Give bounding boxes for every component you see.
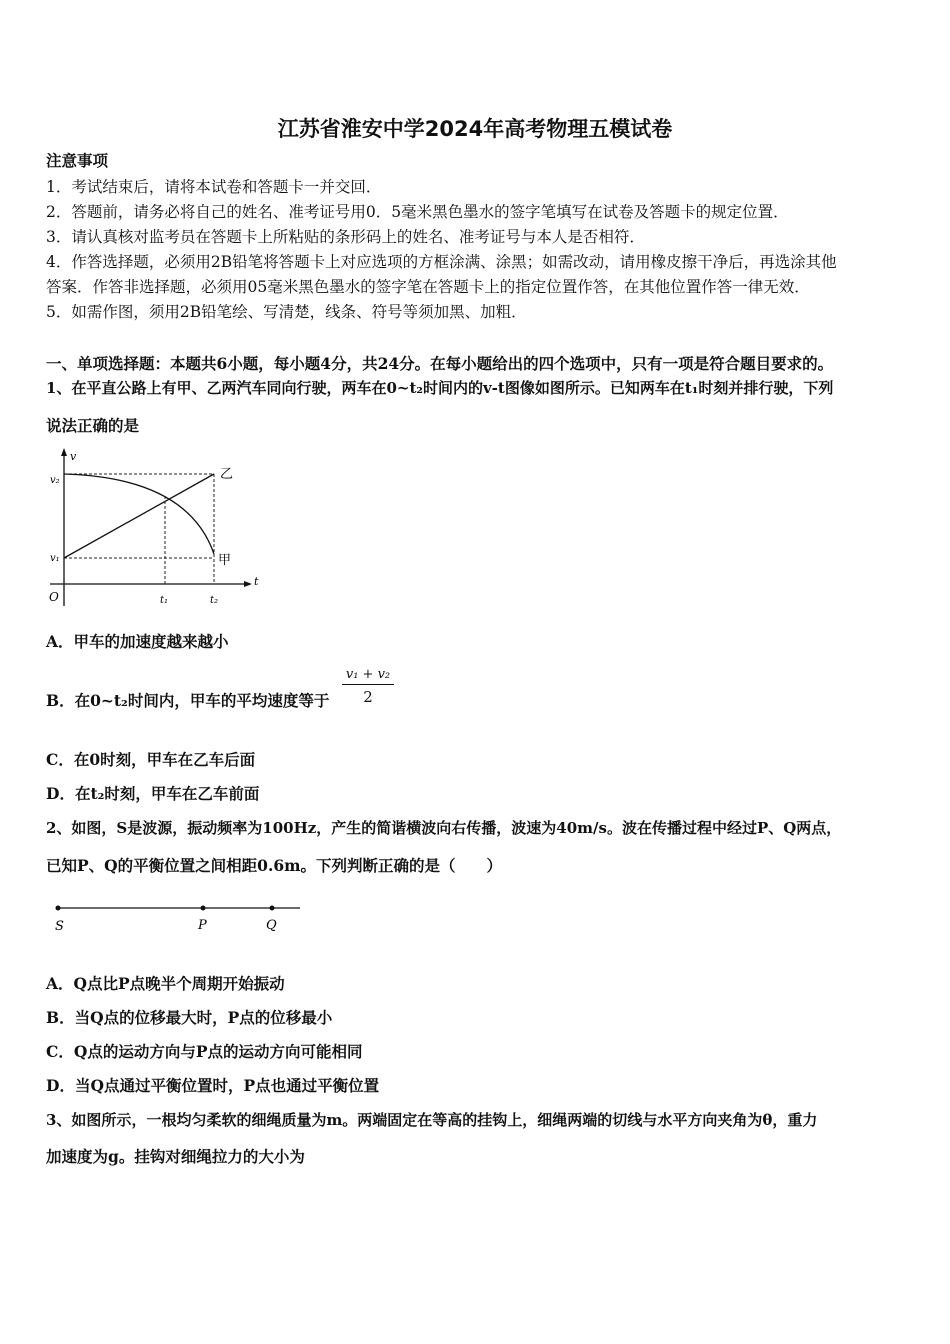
- point-q: [270, 906, 275, 911]
- label-v: v: [70, 450, 77, 463]
- section-heading: 一、单项选择题：本题共6小题，每小题4分，共24分。在每小题给出的四个选项中，只有一项是符合题目要求的。: [46, 354, 834, 373]
- point-p: [201, 906, 206, 911]
- notice-item-4-cont: 答案．作答非选择题，必须用05毫米黑色墨水的签字笔在答题卡上的指定位置作答，在其他位置作答一律无效．: [46, 278, 810, 296]
- label-t: t: [254, 575, 259, 588]
- point-s: [56, 906, 61, 911]
- q2-option-c: C．Q点的运动方向与P点的运动方向可能相同: [46, 1042, 363, 1061]
- label-yi: 乙: [220, 467, 234, 482]
- q2-stem-line1: 2、如图，S是波源，振动频率为100Hz，产生的简谐横波向右传播，波速为40m/s。波在传播过程中经过P、Q两点，: [46, 819, 842, 837]
- notice-item-2: 2．答题前，请务必将自己的姓名、准考证号用0．5毫米黑色墨水的签字笔填写在试卷及答题卡的规定位置．: [46, 203, 789, 221]
- q2-option-d: D．当Q点通过平衡位置时，P点也通过平衡位置: [46, 1076, 380, 1095]
- notice-item-1: 1．考试结束后，请将本试卷和答题卡一并交回．: [46, 178, 382, 196]
- q2-option-a: A．Q点比P点晚半个周期开始振动: [46, 974, 285, 993]
- q1-option-a: A．甲车的加速度越来越小: [46, 632, 229, 651]
- label-s: S: [55, 919, 64, 934]
- v-axis-arrow-icon: [61, 448, 67, 456]
- wave-diagram: [50, 896, 310, 938]
- label-jia: 甲: [218, 553, 232, 568]
- avg-velocity-fraction: [342, 667, 394, 706]
- q3-stem-line2: 加速度为g。挂钩对细绳拉力的大小为: [46, 1147, 305, 1166]
- q3-stem-line1: 3、如图所示，一根均匀柔软的细绳质量为m。两端固定在等高的挂钩上，细绳两端的切线与水平方向夹角为θ，重力: [46, 1111, 818, 1129]
- label-origin: O: [49, 590, 59, 604]
- label-v2: v₂: [50, 475, 60, 486]
- t-axis-arrow-icon: [244, 581, 252, 587]
- q1-stem-line1: 1、在平直公路上有甲、乙两汽车同向行驶，两车在0~t₂时间内的v-t图像如图所示。已知两车在t₁时刻并排行驶，下列: [46, 379, 834, 397]
- q1-option-d: D．在t₂时刻，甲车在乙车前面: [46, 784, 260, 803]
- q1-stem-line2: 说法正确的是: [46, 416, 140, 435]
- q2-option-b: B．当Q点的位移最大时，P点的位移最小: [46, 1008, 333, 1027]
- page-title: 江苏省淮安中学2024年高考物理五模试卷: [277, 117, 673, 141]
- q2-stem-line2: 已知P、Q的平衡位置之间相距0.6m。下列判断正确的是（ ）: [46, 856, 503, 875]
- label-t1: t₁: [160, 595, 169, 606]
- q1-option-c: C．在0时刻，甲车在乙车后面: [46, 750, 256, 769]
- notice-item-5: 5．如需作图，须用2B铅笔绘、写清楚，线条、符号等须加黑、加粗．: [46, 303, 527, 321]
- q1-option-b: B．在0~t₂时间内，甲车的平均速度等于: [46, 691, 330, 710]
- fraction-numerator: v₁ + v₂: [342, 667, 394, 685]
- label-t2: t₂: [210, 595, 219, 606]
- label-p: P: [198, 918, 207, 933]
- label-v1: v₁: [50, 553, 60, 564]
- label-q: Q: [266, 918, 277, 933]
- notice-item-3: 3．请认真核对监考员在答题卡上所粘贴的条形码上的姓名、准考证号与本人是否相符．: [46, 228, 645, 246]
- notice-heading: 注意事项: [46, 151, 109, 170]
- notice-item-4: 4．作答选择题，必须用2B铅笔将答题卡上对应选项的方框涂满、涂黑；如需改动，请用橡皮擦干净后，再选涂其他: [46, 253, 837, 271]
- vt-graph: [44, 446, 264, 608]
- fraction-denominator: 2: [363, 688, 373, 706]
